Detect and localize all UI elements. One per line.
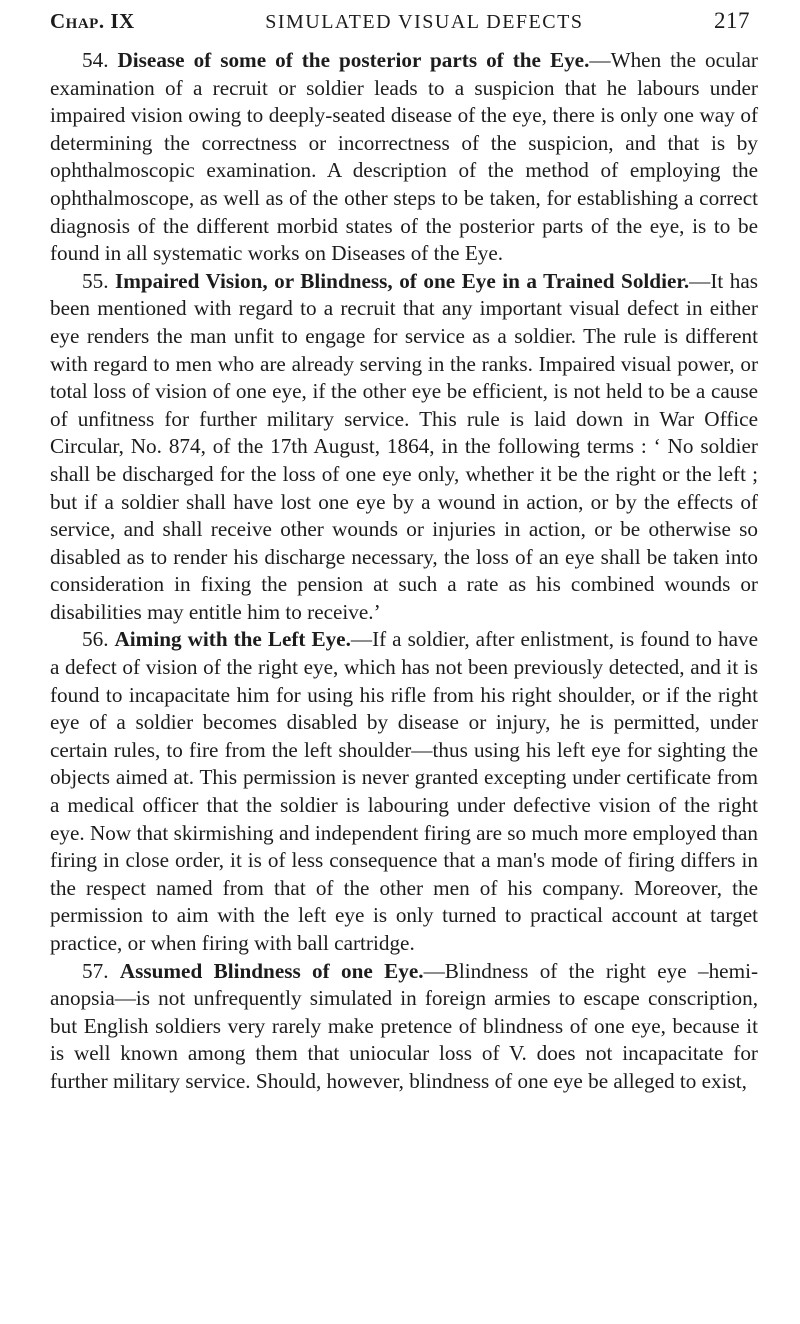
paragraph-text: —When the ocular examination of a recruit or soldier leads to a suspicion that he labours under impaired vision owing to deeply-seated disease of the eye, there is only one way of determining the correctness or incorrectness of the suspicion, and that is by ophthalmoscopic examination. A description of the method of employing the ophthalmoscope, as well as of the other steps to be taken, for establishing a correct diagnosis of the different morbid states of the posterior parts of the eye, is to be found in all systematic works on Diseases of the Eye.	[50, 48, 758, 266]
paragraph-number: 56.	[82, 627, 109, 652]
paragraph-heading: Disease of some of the posterior parts of the Eye.	[117, 48, 590, 72]
paragraph-text: —Blindness of the right eye –hemi-anopsia—is not unfrequently simulated in foreign armies to escape conscription, but English soldiers very rarely make pretence of blindness of one eye, because it is well known among them that uniocular loss of V. does not incapacitate for further military service. Should, however, blindness of one eye be alleged to exist,	[50, 958, 759, 1093]
paragraph-heading: Aiming with the Left Eye.	[114, 627, 351, 652]
chapter-label: Chap. IX	[50, 9, 135, 33]
paragraph-number: 57.	[82, 958, 109, 983]
running-head	[50, 8, 750, 44]
paragraph-number: 55.	[82, 268, 109, 293]
running-title: SIMULATED VISUAL DEFECTS	[265, 11, 584, 33]
paragraph-54	[50, 47, 758, 268]
paragraph-text: —It has been mentioned with regard to a recruit that any important visual defect in either eye renders the man unfit to engage for service as a soldier. The rule is different with regard to men who are already serving in the ranks. Impaired visual power, or total loss of vision of one eye, if the other eye be efficient, is not held to be a cause of unfitness for further military service. This rule is laid down in War Office Circular, No. 874, of the 17th August, 1864, in the following terms : ‘ No soldier shall be discharged for the loss of one eye only, whether it be the right or the left ; but if a soldier shall have lost one eye by a wound in action, or by the effects of service, and shall receive other wounds or injuries in action, or be otherwise so disabled as to render his discharge necessary, the loss of an eye shall be taken into consideration in fixing the pension at such a rate as his combined wounds or disabilities may entitle him to receive.’	[50, 268, 759, 624]
paragraph-heading: Assumed Blindness of one Eye.	[119, 958, 424, 983]
paragraph-56	[50, 626, 758, 957]
paragraph-heading: Impaired Vision, or Blindness, of one Eye in a Trained Soldier.	[114, 268, 690, 293]
paragraph-text: —If a soldier, after enlistment, is found to have a defect of vision of the right eye, which has not been previously detected, and it is found to incapacitate him for using his rifle from his right shoulder, or if the right eye of a soldier becomes disabled by disease or injury, he is permitted, under certain rules, to fire from the left shoulder—thus using his left eye for sighting the objects aimed at. This permission is never granted excepting under certificate from a medical officer that the soldier is labouring under defective vision of the right eye. Now that skirmishing and independent firing are so much more employed than firing in close order, it is of less consequence that a man's mode of firing differs in the respect named from that of the other men of his company. Moreover, the permission to aim with the left eye is only turned to practical account at target practice, or when firing with ball cartridge.	[50, 627, 759, 955]
page-number: 217	[713, 8, 750, 33]
paragraph-55	[50, 268, 758, 627]
paragraph-57	[50, 958, 758, 1096]
paragraph-number: 54.	[82, 48, 109, 72]
body-text	[50, 47, 758, 1096]
